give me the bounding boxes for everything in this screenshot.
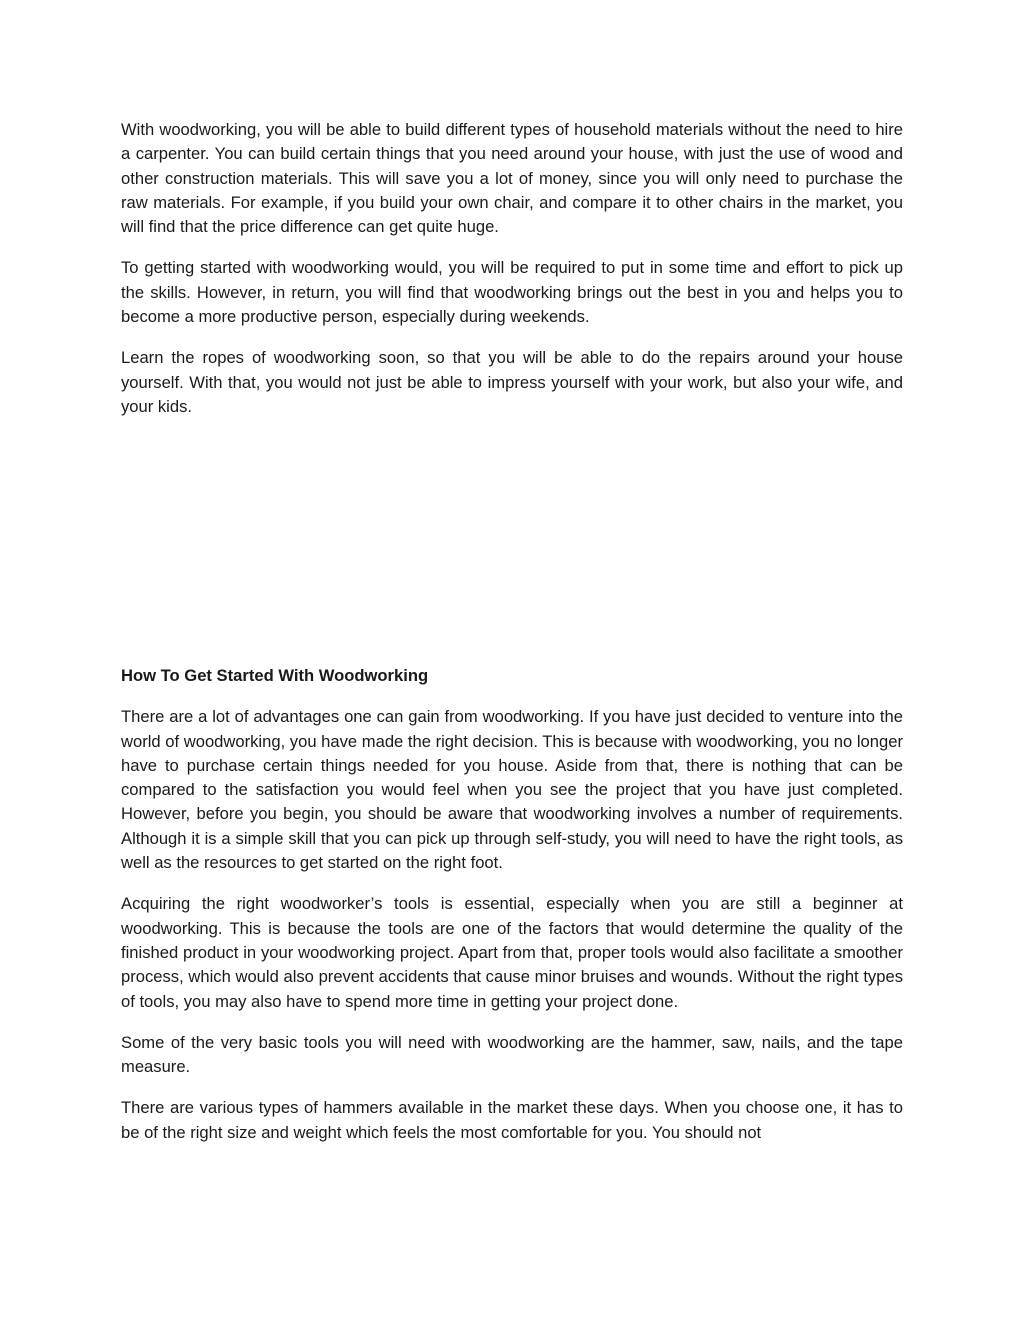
section-paragraph-4: There are various types of hammers available in the market these days. When you choose one, it has to be of the right size and weight which feels the most comfortable for you. You should not xyxy=(121,1098,903,1142)
section-paragraph-2: Acquiring the right woodworker’s tools is essential, especially when you are still a beginner at woodworking. This is because the tools are one of the factors that would determine the quality of the finished product in your woodworking project. Apart from that, proper tools would also facilitate a smoother process, which would also prevent accidents that cause minor bruises and wounds. Without the right types of tools, you may also have to spend more time in getting your project done. xyxy=(121,894,903,1011)
intro-paragraph-3: Learn the ropes of woodworking soon, so that you will be able to do the repairs around your house yourself. With that, you would not just be able to impress yourself with your work, but also your wife, and your kids. xyxy=(121,348,903,416)
section-text-block xyxy=(121,664,903,1162)
intro-paragraph-2: To getting started with woodworking would, you will be required to put in some time and effort to pick up the skills. However, in return, you will find that woodworking brings out the best in you and helps you to become a more productive person, especially during weekends. xyxy=(121,258,903,327)
intro-paragraph-1: With woodworking, you will be able to build different types of household materials without the need to hire a carpenter. You can build certain things that you need around your house, with just the use of wood and other construction materials. This will save you a lot of money, since you will only need to purchase the raw materials. For example, if you build your own chair, and compare it to other chairs in the market, you will find that the price difference can get quite huge. xyxy=(121,120,903,237)
intro-text-block xyxy=(121,118,903,436)
section-heading: How To Get Started With Woodworking xyxy=(121,666,429,685)
section-paragraph-3: Some of the very basic tools you will need with woodworking are the hammer, saw, nails, and the tape measure. xyxy=(121,1032,903,1077)
section-paragraph-1: There are a lot of advantages one can gain from woodworking. If you have just decided to venture into the world of woodworking, you have made the right decision. This is because with woodworking, you no longer have to purchase certain things needed for you house. Aside from that, there is nothing that can be compared to the satisfaction you would feel when you see the project that you have just completed. However, before you begin, you should be aware that woodworking involves a number of requirements. Although it is a simple skill that you can pick up through self-study, you will need to have the right tools, as well as the resources to get started on the right foot. xyxy=(121,707,903,873)
